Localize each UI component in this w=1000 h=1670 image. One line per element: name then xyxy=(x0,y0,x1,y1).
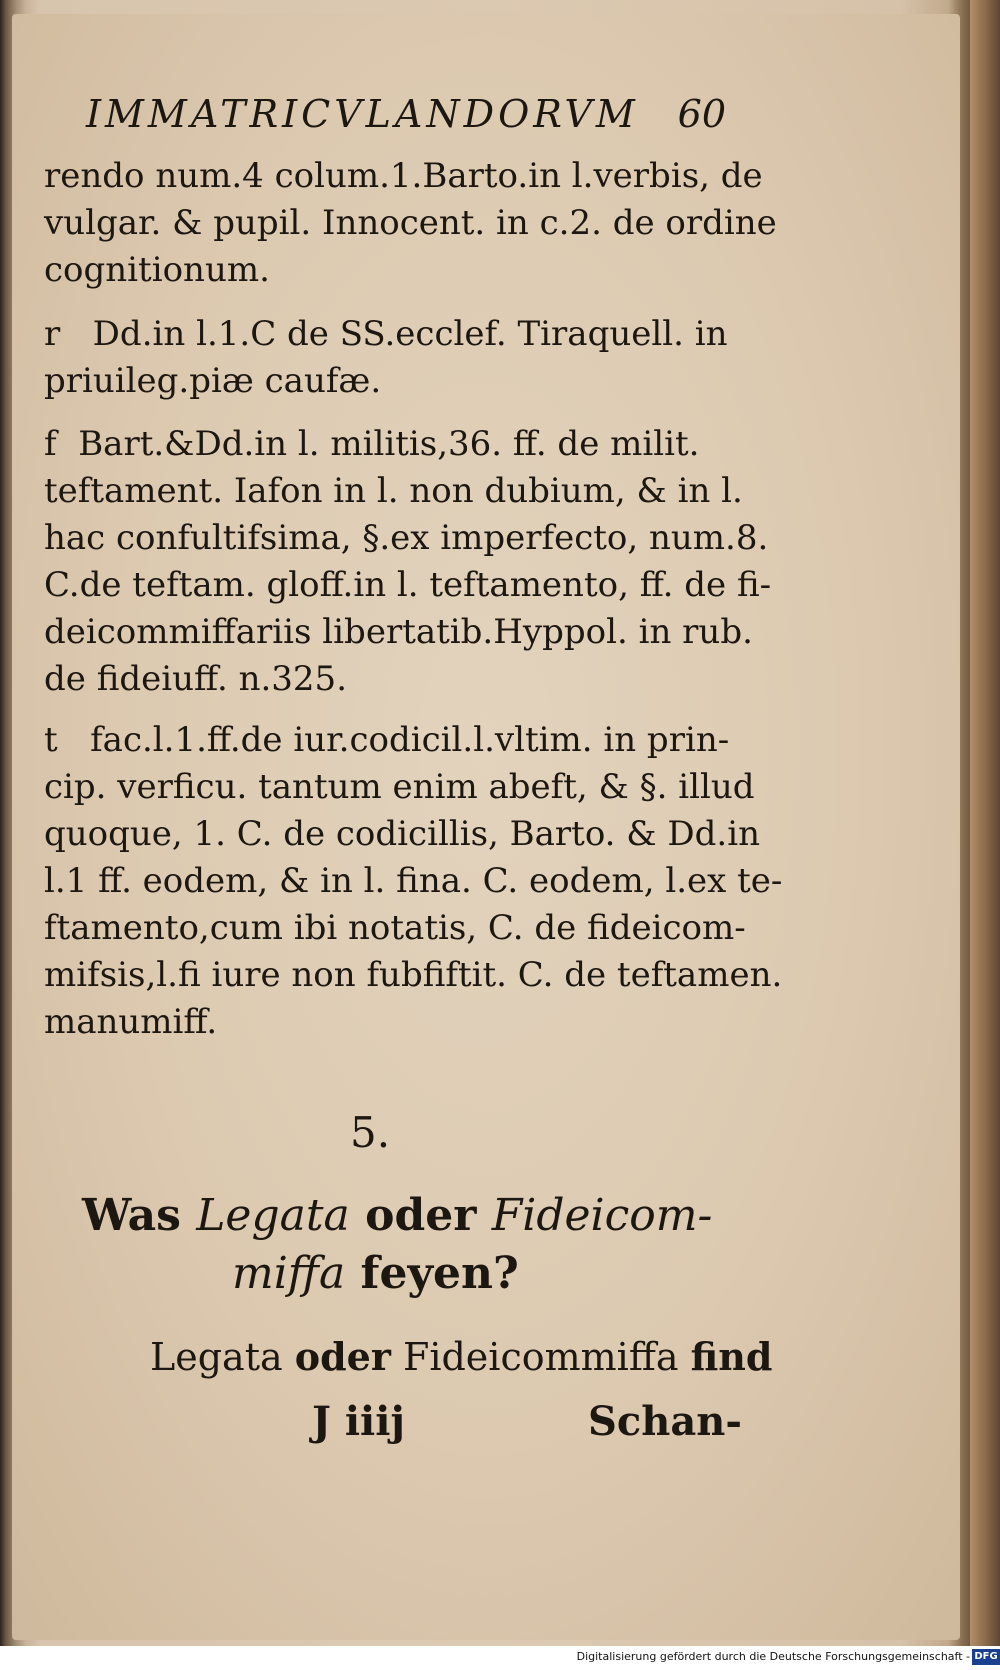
running-title: IMMATRICVLANDORVM xyxy=(86,92,639,136)
text-line: priuileg.piæ caufæ. xyxy=(44,361,382,401)
paragraph-continuation xyxy=(44,156,777,297)
running-header xyxy=(86,92,726,136)
text-line: quoque, 1. C. de codicillis, Barto. & Dd.in xyxy=(44,814,760,854)
text-line: manumiff. xyxy=(44,1002,218,1042)
text-line: hac confultifsima, §.ex imperfecto, num.8. xyxy=(44,518,769,558)
section-heading-line-1 xyxy=(82,1190,762,1241)
catchword: Schan- xyxy=(588,1398,742,1445)
text-line: r Dd.in l.1.C de SS.ecclef. Tiraquell. in xyxy=(44,314,728,354)
text-line: t fac.l.1.ff.de iur.codicil.l.vltim. in prin- xyxy=(44,720,730,760)
section-number: 5. xyxy=(350,1108,391,1157)
heading-word: Was xyxy=(82,1190,181,1241)
footnote-s xyxy=(44,424,772,706)
text-line: deicommiffariis libertatib.Hyppol. in rub. xyxy=(44,612,753,652)
body-word: find xyxy=(690,1334,773,1379)
signature-mark: J iiij xyxy=(312,1398,405,1445)
text-line: ftamento,cum ibi notatis, C. de fideicom- xyxy=(44,908,746,948)
body-word: Fideicommiffa xyxy=(402,1335,679,1379)
body-word: oder xyxy=(294,1334,391,1379)
heading-word: oder xyxy=(365,1190,477,1241)
footnote-r xyxy=(44,314,744,408)
section-heading-line-2 xyxy=(232,1248,912,1299)
footnote-t xyxy=(44,720,783,1049)
text-line: C.de teftam. gloff.in l. teftamento, ff. de fi- xyxy=(44,565,772,605)
heading-word: miffa xyxy=(232,1248,346,1299)
text-line: rendo num.4 colum.1.Barto.in l.verbis, de xyxy=(44,156,763,196)
body-text-line xyxy=(150,1334,773,1379)
text-line: cognitionum. xyxy=(44,250,270,290)
dfg-logo: DFG xyxy=(972,1649,1000,1665)
text-line: de fideiuff. n.325. xyxy=(44,659,347,699)
text-line: vulgar. & pupil. Innocent. in c.2. de ordine xyxy=(44,203,777,243)
text-line: mifsis,l.fi iure non fubfiftit. C. de teftamen. xyxy=(44,955,783,995)
text-line: f Bart.&Dd.in l. militis,36. ff. de milit. xyxy=(44,424,700,464)
text-line: cip. verficu. tantum enim abeft, & §. illud xyxy=(44,767,755,807)
footer-credit: Digitalisierung gefördert durch die Deutsche Forschungsgemeinschaft - xyxy=(576,1650,970,1663)
digitization-footer xyxy=(0,1646,1000,1670)
heading-word: feyen? xyxy=(360,1248,519,1299)
book-edge xyxy=(970,0,1000,1646)
text-line: l.1 ff. eodem, & in l. fina. C. eodem, l.ex te- xyxy=(44,861,783,901)
body-word: Legata xyxy=(150,1335,283,1379)
page-number: 60 xyxy=(677,92,726,136)
text-line: teftament. Iafon in l. non dubium, & in l. xyxy=(44,471,743,511)
heading-word: Legata xyxy=(196,1190,350,1241)
heading-word: Fideicom- xyxy=(491,1190,713,1241)
